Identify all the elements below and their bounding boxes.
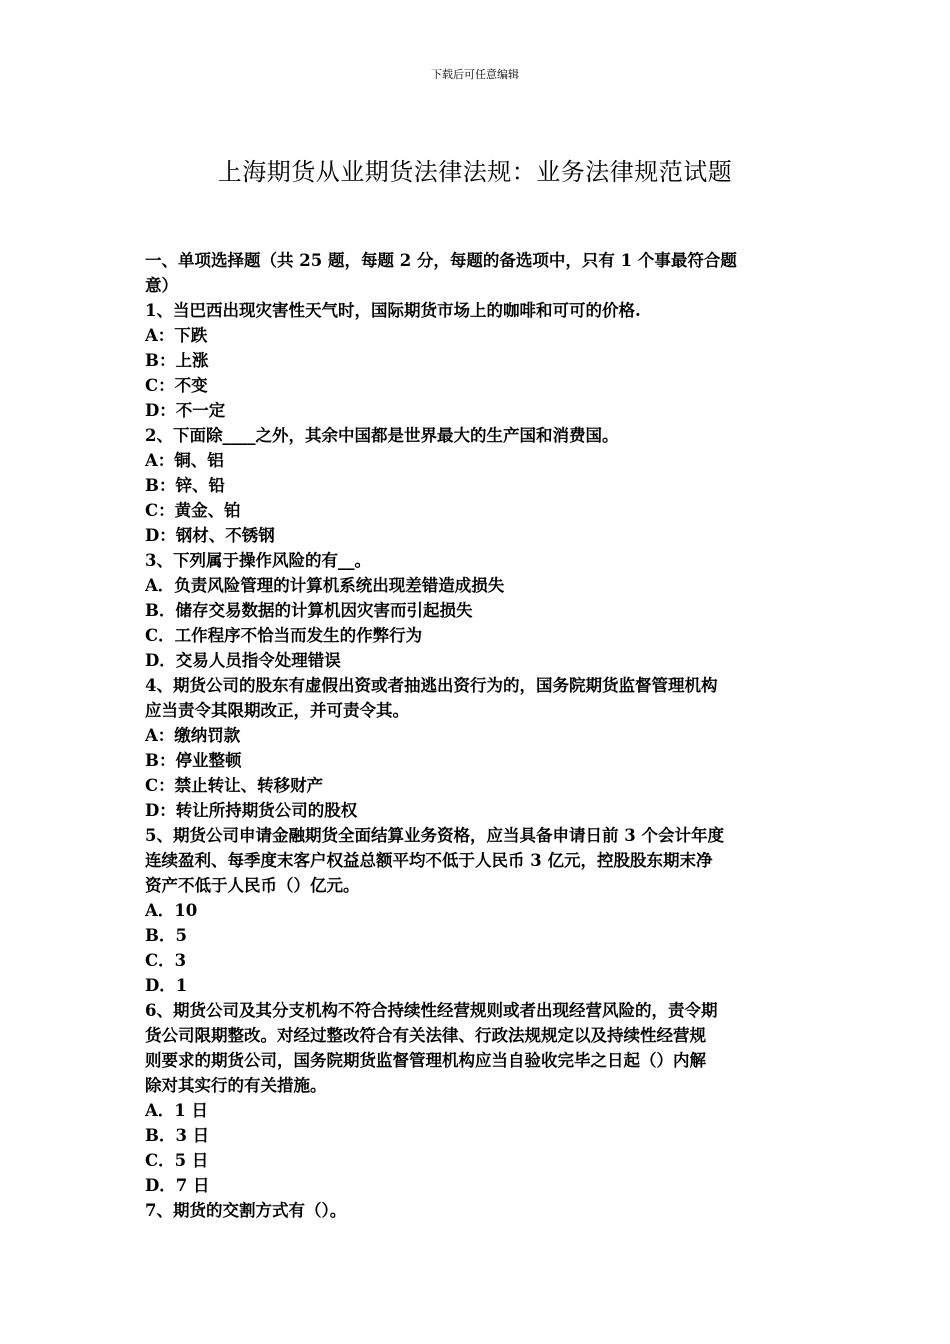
question-1-option-a: A：下跌 <box>145 326 208 345</box>
section-heading-line-2: 意） <box>145 276 178 295</box>
question-5-option-d: D．1 <box>145 976 188 995</box>
question-1-stem: 1、当巴西出现灾害性天气时，国际期货市场上的咖啡和可可的价格. <box>145 301 641 320</box>
question-4-option-a: A：缴纳罚款 <box>145 726 241 745</box>
question-5-option-b: B．5 <box>145 926 187 945</box>
question-2-option-b: B：锌、铅 <box>145 476 225 495</box>
question-6-stem-line-3: 则要求的期货公司，国务院期货监督管理机构应当自验收完毕之日起（）内解 <box>145 1051 706 1070</box>
question-5-stem-line-2: 连续盈利、每季度末客户权益总额平均不低于人民币 3 亿元，控股股东期末净 <box>145 851 713 870</box>
question-6-option-c: C．5 日 <box>145 1151 209 1170</box>
question-3-option-b: B．储存交易数据的计算机因灾害而引起损失 <box>145 601 473 620</box>
question-3-stem: 3、下列属于操作风险的有__。 <box>145 551 371 570</box>
document-title: 上海期货从业期货法律法规：业务法律规范试题 <box>217 158 733 186</box>
question-5-option-a: A．10 <box>145 901 198 920</box>
question-3-option-a: A．负责风险管理的计算机系统出现差错造成损失 <box>145 576 505 595</box>
question-6-stem-line-2: 货公司限期整改。对经过整改符合有关法律、行政法规规定以及持续性经营规 <box>145 1026 706 1045</box>
question-4-option-b: B：停业整顿 <box>145 751 242 770</box>
header-note: 下载后可任意编辑 <box>431 68 519 81</box>
document-body <box>145 248 809 1223</box>
question-5-stem-line-1: 5、期货公司申请金融期货全面结算业务资格，应当具备申请日前 3 个会计年度 <box>145 826 724 845</box>
question-6-option-a: A．1 日 <box>145 1101 209 1120</box>
question-3-option-c: C．工作程序不恰当而发生的作弊行为 <box>145 626 423 645</box>
question-6-stem-line-4: 除对其实行的有关措施。 <box>145 1076 327 1095</box>
question-4-option-c: C：禁止转让、转移财产 <box>145 776 324 795</box>
question-2-option-a: A：铜、铝 <box>145 451 224 470</box>
question-5-option-c: C．3 <box>145 951 187 970</box>
question-7-stem: 7、期货的交割方式有（）。 <box>145 1201 347 1220</box>
question-1-option-c: C：不变 <box>145 376 208 395</box>
question-2-option-c: C：黄金、铂 <box>145 501 241 520</box>
question-1-option-b: B：上涨 <box>145 351 209 370</box>
question-1-option-d: D：不一定 <box>145 401 226 420</box>
question-6-stem-line-1: 6、期货公司及其分支机构不符合持续性经营规则或者出现经营风险的，责令期 <box>145 1001 718 1020</box>
question-4-stem-line-1: 4、期货公司的股东有虚假出资或者抽逃出资行为的，国务院期货监督管理机构 <box>145 676 718 695</box>
question-6-option-d: D．7 日 <box>145 1176 210 1195</box>
question-2-stem: 2、下面除____之外，其余中国都是世界最大的生产国和消费国。 <box>145 426 619 445</box>
question-6-option-b: B．3 日 <box>145 1126 210 1145</box>
section-heading-line-1: 一、单项选择题（共 25 题，每题 2 分，每题的备选项中，只有 1 个事最符合题 <box>145 251 737 270</box>
question-5-stem-line-3: 资产不低于人民币（）亿元。 <box>145 876 360 895</box>
question-4-stem-line-2: 应当责令其限期改正，并可责令其。 <box>145 701 409 720</box>
question-3-option-d: D．交易人员指令处理错误 <box>145 651 341 670</box>
question-4-option-d: D：转让所持期货公司的股权 <box>145 801 358 820</box>
question-2-option-d: D：钢材、不锈钢 <box>145 526 275 545</box>
